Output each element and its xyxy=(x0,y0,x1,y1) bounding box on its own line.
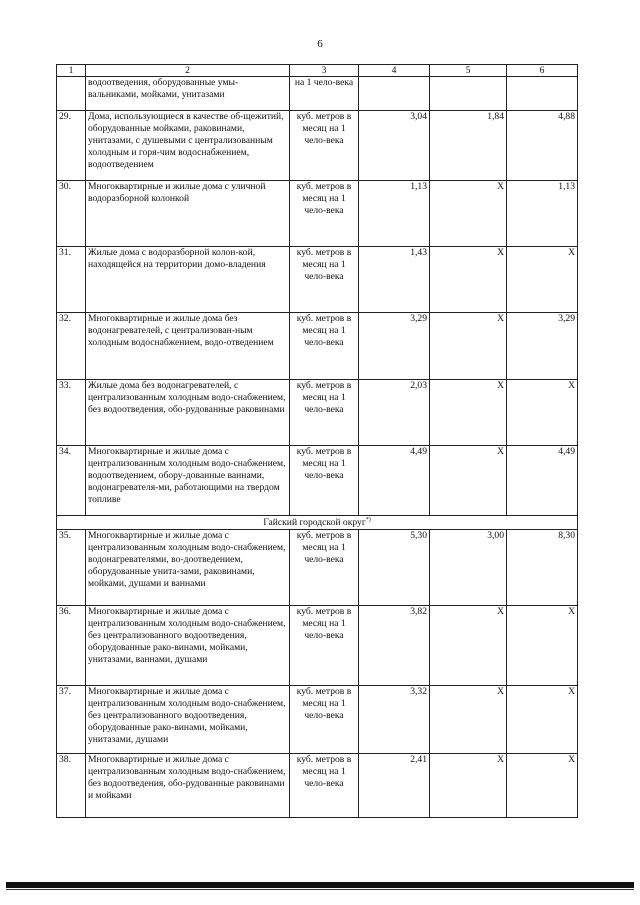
value-cell: 1,13 xyxy=(507,181,578,247)
row-number-cell: 35. xyxy=(57,530,86,606)
footer-rule-thin xyxy=(6,889,634,890)
description-cell: Жилые дома с водоразборной колон-кой, находящейся на территории домо-владения xyxy=(86,247,290,313)
table-row xyxy=(57,446,578,516)
table-row xyxy=(57,181,578,247)
description-cell: Дома, использующиеся в качестве об-щежитий, оборудованные мойками, раковинами, унитазами, с душевыми с централизованным холодным и горя-чим водоснабжением, водоотведением xyxy=(86,111,290,181)
unit-cell: куб. метров в месяц на 1 чело-века xyxy=(290,686,359,754)
row-number-cell: 38. xyxy=(57,754,86,818)
table-row xyxy=(57,247,578,313)
column-header: 1 xyxy=(57,65,86,77)
table-row xyxy=(57,754,578,818)
value-cell xyxy=(507,77,578,111)
section-title-cell xyxy=(57,516,578,530)
value-cell: Х xyxy=(430,313,507,380)
value-cell: 3,29 xyxy=(359,313,430,380)
description-cell: Многоквартирные и жилые дома с централизованным холодным водо-снабжением, без водоотведения, обо-рудованные раковинами и мойками xyxy=(86,754,290,818)
value-cell: Х xyxy=(507,380,578,446)
value-cell: 2,41 xyxy=(359,754,430,818)
value-cell: Х xyxy=(430,247,507,313)
column-header: 6 xyxy=(507,65,578,77)
unit-cell: на 1 чело-века xyxy=(290,77,359,111)
row-number-cell: 34. xyxy=(57,446,86,516)
value-cell: 1,84 xyxy=(430,111,507,181)
unit-cell: куб. метров в месяц на 1 чело-века xyxy=(290,247,359,313)
value-cell: 2,03 xyxy=(359,380,430,446)
value-cell: Х xyxy=(507,686,578,754)
continuation-row xyxy=(57,77,578,111)
column-header: 5 xyxy=(430,65,507,77)
column-header: 3 xyxy=(290,65,359,77)
value-cell: 8,30 xyxy=(507,530,578,606)
description-cell: Многоквартирные и жилые дома с централизованным холодным водо-снабжением, водоотведением, обору-дованные ваннами, водонагревателя-ми, работающими на твердом топливе xyxy=(86,446,290,516)
description-cell: Многоквартирные и жилые дома с централизованным холодным водо-снабжением, без централизованного водоотведения, оборудованные рако-винами, мойками, унитазами, ваннами, душами xyxy=(86,606,290,686)
footer-rule xyxy=(6,882,634,888)
value-cell: 3,00 xyxy=(430,530,507,606)
value-cell xyxy=(430,77,507,111)
row-number-cell: 29. xyxy=(57,111,86,181)
column-header: 2 xyxy=(86,65,290,77)
value-cell: Х xyxy=(507,606,578,686)
value-cell: 4,49 xyxy=(359,446,430,516)
value-cell: Х xyxy=(430,380,507,446)
unit-cell: куб. метров в месяц на 1 чело-века xyxy=(290,530,359,606)
value-cell: Х xyxy=(430,754,507,818)
row-number-cell: 33. xyxy=(57,380,86,446)
row-number-cell: 30. xyxy=(57,181,86,247)
description-cell: Многоквартирные и жилые дома с централизованным холодным водо-снабжением, водонагревателями, во-доотведением, оборудованные унита-зами, раковинами, мойками, душами и ваннами xyxy=(86,530,290,606)
unit-cell: куб. метров в месяц на 1 чело-века xyxy=(290,606,359,686)
row-number-cell: 36. xyxy=(57,606,86,686)
section-title: Гайский городской округ xyxy=(263,517,366,528)
value-cell: Х xyxy=(430,686,507,754)
value-cell: 3,29 xyxy=(507,313,578,380)
value-cell: Х xyxy=(430,446,507,516)
value-cell: 3,04 xyxy=(359,111,430,181)
value-cell: 3,32 xyxy=(359,686,430,754)
table-row xyxy=(57,313,578,380)
table-row xyxy=(57,606,578,686)
section-header-row xyxy=(57,516,578,530)
consumption-norms-table xyxy=(56,64,578,818)
value-cell: 3,82 xyxy=(359,606,430,686)
table-row xyxy=(57,111,578,181)
unit-cell: куб. метров в месяц на 1 чело-века xyxy=(290,754,359,818)
row-number-cell: 31. xyxy=(57,247,86,313)
page-number: 6 xyxy=(317,38,323,50)
value-cell: 4,88 xyxy=(507,111,578,181)
value-cell xyxy=(359,77,430,111)
value-cell: 4,49 xyxy=(507,446,578,516)
unit-cell: куб. метров в месяц на 1 чело-века xyxy=(290,111,359,181)
footnote-mark: *) xyxy=(365,516,371,523)
column-header: 4 xyxy=(359,65,430,77)
value-cell: Х xyxy=(507,754,578,818)
table-row xyxy=(57,686,578,754)
description-cell: Многоквартирные и жилые дома с централизованным холодным водо-снабжением, без централизованного водоотведения, оборудованные рако-винами, мойками, унитазами, душами xyxy=(86,686,290,754)
unit-cell: куб. метров в месяц на 1 чело-века xyxy=(290,380,359,446)
unit-cell: куб. метров в месяц на 1 чело-века xyxy=(290,181,359,247)
unit-cell: куб. метров в месяц на 1 чело-века xyxy=(290,446,359,516)
value-cell: 5,30 xyxy=(359,530,430,606)
row-number-cell xyxy=(57,77,86,111)
description-cell: Жилые дома без водонагревателей, с централизованным холодным водо-снабжением, без водоотведения, обо-рудованные раковинами xyxy=(86,380,290,446)
description-cell: Многоквартирные и жилые дома без водонагревателей, с централизован-ным холодным водоснабжением, водо-отведением xyxy=(86,313,290,380)
value-cell: 1,13 xyxy=(359,181,430,247)
column-header-row xyxy=(57,65,578,77)
unit-cell: куб. метров в месяц на 1 чело-века xyxy=(290,313,359,380)
table-row xyxy=(57,380,578,446)
value-cell: Х xyxy=(430,181,507,247)
description-cell: Многоквартирные и жилые дома с уличной водоразборной колонкой xyxy=(86,181,290,247)
description-cell: водоотведения, оборудованные умы-вальниками, мойками, унитазами xyxy=(86,77,290,111)
table-row xyxy=(57,530,578,606)
row-number-cell: 37. xyxy=(57,686,86,754)
value-cell: Х xyxy=(430,606,507,686)
value-cell: Х xyxy=(507,247,578,313)
value-cell: 1,43 xyxy=(359,247,430,313)
row-number-cell: 32. xyxy=(57,313,86,380)
